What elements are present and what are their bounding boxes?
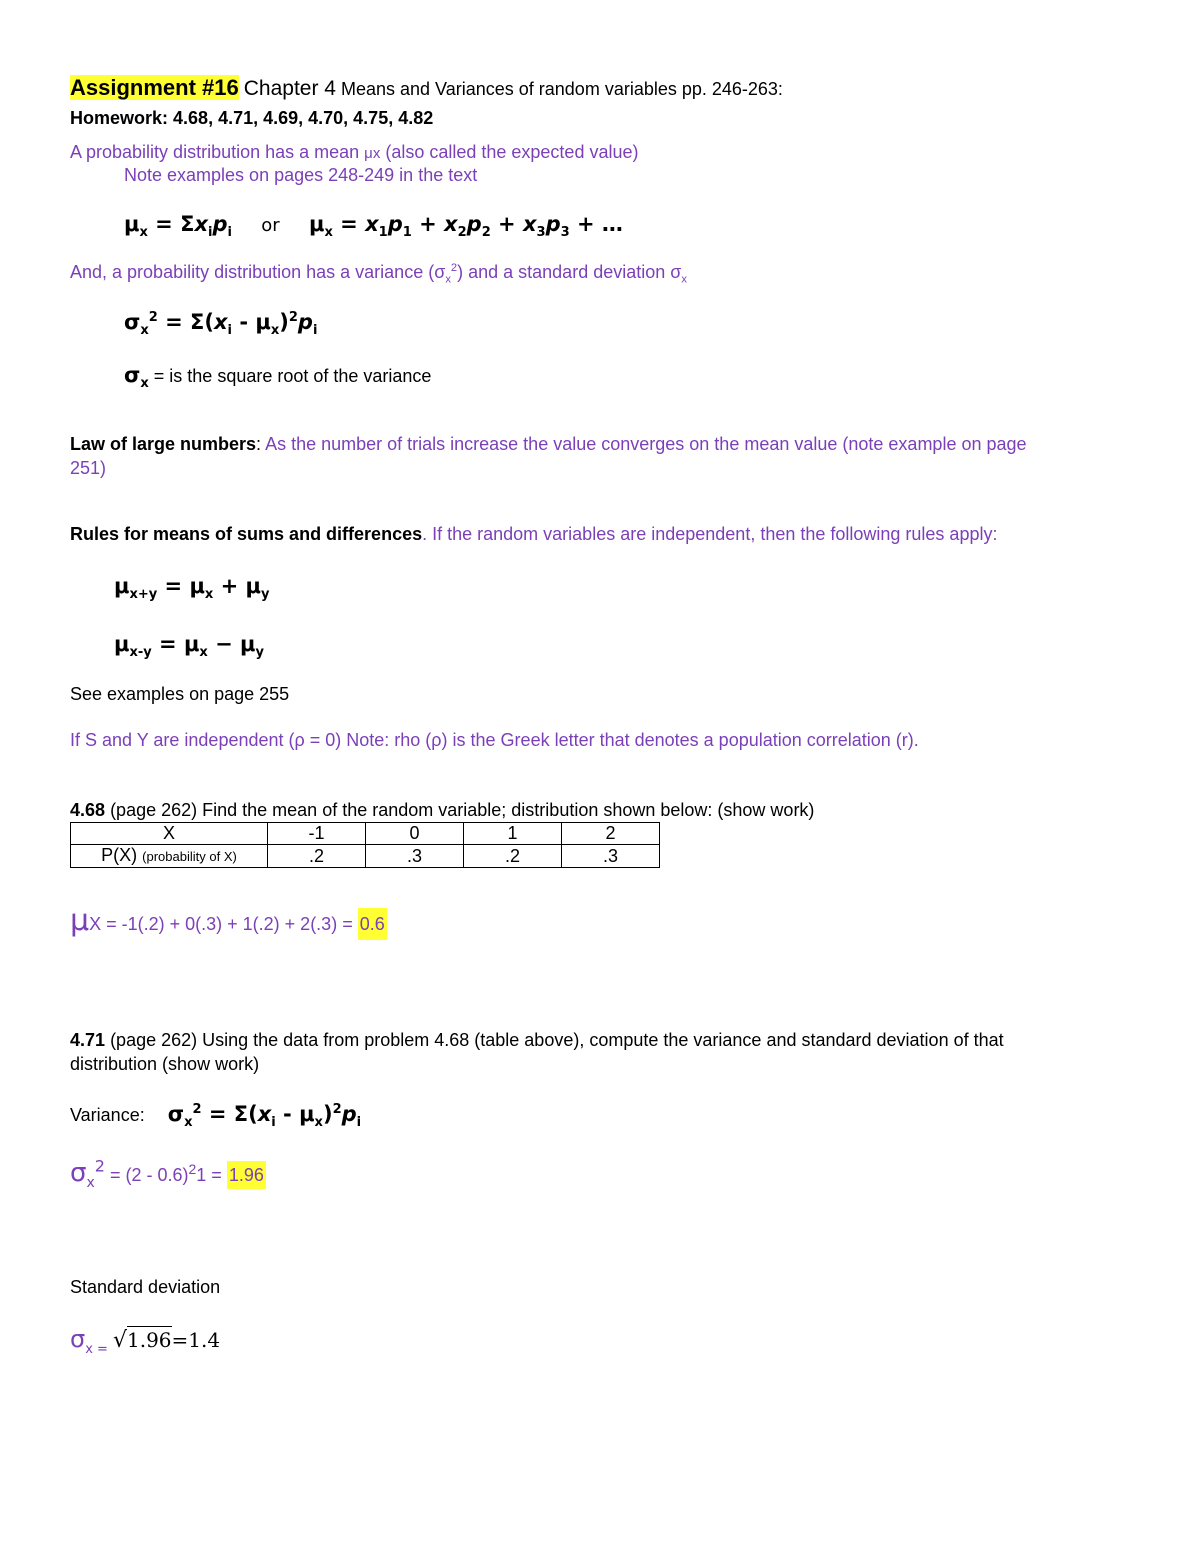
rules-text: . If the random variables are independent, then the following rules apply:	[422, 524, 998, 544]
variance-expr: = (2 - 0.6)	[104, 1165, 189, 1185]
table-cell: .3	[366, 845, 464, 868]
problem-468	[70, 798, 814, 822]
sqrt-radicand: 1.96	[126, 1328, 172, 1352]
variance-label: Variance:	[70, 1105, 145, 1125]
rule-diff-formula: $\mu_{x-y} = \mu_x - \mu_y$	[114, 632, 264, 661]
rules-label: Rules for means of sums and differences	[70, 524, 423, 544]
table-cell: 1	[464, 823, 562, 845]
px-sublabel: (probability of X)	[142, 849, 237, 864]
mean-answer-expr: X = -1(.2) + 0(.3) + 1(.2) + 2(.3) =	[89, 914, 358, 934]
mean-intro-text: A probability distribution has a mean	[70, 142, 365, 162]
homework-line	[70, 106, 433, 130]
problem-471-text-cont: distribution (show work)	[70, 1054, 260, 1074]
variance-intro: And, a probability distribution has a variance $(\sigma_x^2)$ and a standard deviation $\sigma_x$	[70, 262, 687, 286]
mu-symbol: μ	[70, 903, 90, 938]
problem-471	[70, 1028, 1004, 1052]
or-label: or	[261, 215, 280, 236]
table-cell: .3	[562, 845, 660, 868]
table-row	[71, 823, 660, 845]
px-label: P(X)	[101, 845, 138, 865]
variance-answer-value: 1.96	[227, 1161, 266, 1189]
variance-intro-text: And, a probability distribution has a variance (	[70, 262, 435, 282]
mean-answer-line	[70, 904, 387, 941]
sigma-symbol: $\sigma_x^2$	[70, 1156, 105, 1192]
sigma-x-symbol: $\sigma_{x =}$	[70, 1325, 108, 1357]
ellipsis: + …	[577, 212, 623, 236]
homework-items: 4.68, 4.71, 4.69, 4.70, 4.75, 4.82	[173, 108, 434, 128]
table-cell: .2	[268, 845, 366, 868]
sqrt-icon: √	[112, 1328, 127, 1353]
problem-468-text: (page 262) Find the mean of the random variable; distribution shown below: (show work)	[110, 800, 815, 820]
law-text: As the number of trials increase the value converges on the mean value (note example on page	[265, 434, 1027, 454]
table-cell: X	[71, 823, 268, 845]
table-cell: -1	[268, 823, 366, 845]
rules-line	[70, 522, 997, 546]
mean-note-text: Note examples on pages 248-249 in the text	[124, 165, 478, 185]
variance-answer-line: $\sigma_x^2 = (2 - 0.6)^21 = 1.96$	[70, 1156, 264, 1192]
sd-definition: $\sigma_x$ = is the square root of the variance	[124, 363, 432, 392]
variance-expr-2: 1 =	[196, 1165, 227, 1185]
problem-468-number: 4.68	[70, 800, 106, 820]
table-cell	[71, 845, 268, 868]
problem-471-text: (page 262) Using the data from problem 4.68 (table above), compute the variance and standard deviation of that	[110, 1030, 1004, 1050]
variance-work-line: Variance: $\sigma_x^2 = \Sigma(x_i - \mu_x)^2p_i$	[70, 1102, 362, 1131]
assignment-subtitle: Means and Variances of random variables pp. 246-263:	[341, 79, 783, 99]
rule-sum-formula: $\mu_{x+y} = \mu_x + \mu_y$	[114, 574, 270, 603]
sd-answer-line	[70, 1324, 220, 1356]
homework-label: Homework:	[70, 108, 169, 128]
sd-definition-text: = is the square root of the variance	[153, 366, 432, 386]
table-row	[71, 845, 660, 868]
mean-formula: $\mu_x = \Sigma x_ip_i$ or $\mu_x = x_1p_1 + x_2p_2 + x_3p_3$ + …	[124, 212, 623, 241]
distribution-table	[70, 822, 660, 868]
table-cell: .2	[464, 845, 562, 868]
sd-label: Standard deviation	[70, 1277, 221, 1297]
see-examples: See examples on page 255	[70, 684, 290, 704]
mean-note	[124, 163, 477, 187]
variance-intro-text-2: ) and a standard deviation	[457, 262, 671, 282]
problem-471-number: 4.71	[70, 1030, 106, 1050]
variance-formula: $\sigma_x^2 = \Sigma(x_i - \mu_x)^2p_i$	[124, 310, 318, 339]
law-text-cont: 251)	[70, 458, 107, 478]
assignment-header	[70, 76, 783, 101]
table-cell: 2	[562, 823, 660, 845]
assignment-title: Assignment #16	[70, 75, 239, 100]
law-label: Law of large numbers	[70, 434, 257, 454]
chapter-label: Chapter 4	[243, 77, 336, 100]
independence-note: If S and Y are independent (ρ = 0) Note: rho (ρ) is the Greek letter that denotes a population correlation (r).	[70, 730, 919, 750]
sd-result: =1.4	[171, 1328, 221, 1352]
law-of-large-numbers: Law of large numbers: As the number of trials increase the value converges on the mean value (note example on page	[70, 434, 1027, 454]
mean-answer-value: 0.6	[358, 908, 387, 940]
mean-intro-text-2: (also called the expected value)	[380, 142, 639, 162]
table-cell: 0	[366, 823, 464, 845]
mu-x-symbol: μx	[364, 145, 381, 162]
